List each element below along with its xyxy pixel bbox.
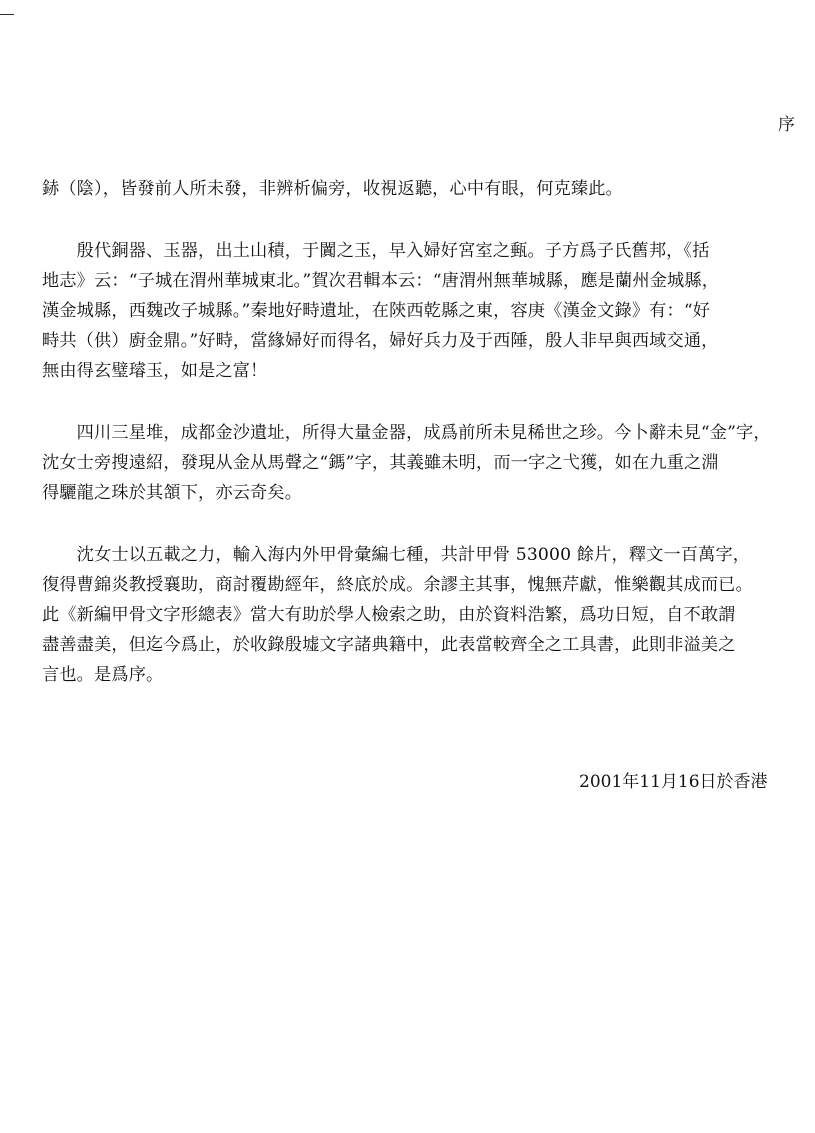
text-line: 畤共（供）廚金鼎。”好畤，當緣婦好而得名，婦好兵力及于西陲，殷人非早與西域交通，	[42, 331, 719, 351]
text-line: 四川三星堆，成都金沙遺址，所得大量金器，成爲前所未見稀世之珍。今卜辭未見“金”字，	[42, 423, 771, 443]
paragraph	[42, 236, 812, 386]
text-line: 䤲（陰），皆發前人所未發，非辨析偏旁，收視返聽，心中有眼，何克臻此。	[42, 179, 623, 199]
date-signature: 2001年11月16日於香港	[579, 772, 768, 792]
text-line: 盡善盡美，但迄今爲止，於收錄殷墟文字諸典籍中，此表當較齊全之工具書，此則非溢美之	[42, 635, 736, 655]
running-head: 序	[778, 115, 795, 135]
text-line: 復得曹錦炎教授襄助，商討覆勘經年，終底於成。余謬主其事，愧無芹獻，惟樂觀其成而已。	[42, 575, 753, 595]
text-line: 得驪龍之珠於其頷下，亦云奇矣。	[42, 483, 303, 503]
text-line: 無由得玄璧璿玉，如是之富！	[42, 361, 268, 381]
text-line: 言也。是爲序。	[42, 665, 164, 685]
text-line: 沈女士以五載之力，輸入海内外甲骨彙編七種，共計甲骨 53000 餘片，釋文一百萬字，	[42, 545, 751, 565]
paragraph	[42, 540, 812, 690]
text-line: 此《新編甲骨文字形總表》當大有助於學人檢索之助，由於資料浩繁，爲功日短，自不敢謂	[42, 605, 736, 625]
preface-body	[42, 174, 812, 690]
text-line: 沈女士旁搜遠紹，發現从金从馬聲之“鎷”字，其義雖未明，而一字之弋獲，如在九重之淵	[42, 453, 719, 473]
text-line: 殷代銅器、玉器，出土山積，于闐之玉，早入婦好宮室之甀。子方爲子氏舊邦，《括	[42, 241, 710, 261]
paragraph	[42, 418, 812, 508]
corner-rule	[0, 14, 14, 15]
text-line: 地志》云：“子城在渭州華城東北。”賀次君輯本云：“唐渭州無華城縣，應是蘭州金城縣，	[42, 271, 720, 291]
text-line: 漢金城縣，西魏改子城縣。”秦地好畤遺址，在陝西乾縣之東，容庚《漢金文錄》有：“好	[42, 301, 711, 321]
paragraph	[42, 174, 812, 204]
